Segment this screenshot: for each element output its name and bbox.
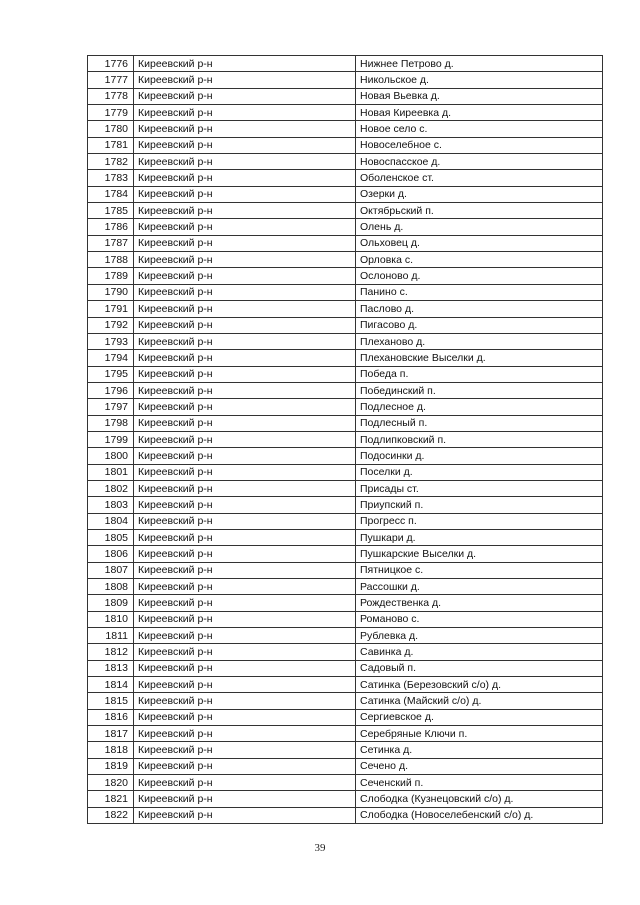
table-row	[88, 464, 603, 480]
settlement-cell: Рассошки д.	[356, 579, 603, 595]
district-cell: Киреевский р-н	[134, 628, 356, 644]
district-cell: Киреевский р-н	[134, 399, 356, 415]
row-number-cell: 1802	[88, 480, 134, 496]
table-row	[88, 758, 603, 774]
row-number-cell: 1814	[88, 677, 134, 693]
district-cell: Киреевский р-н	[134, 317, 356, 333]
table-row	[88, 480, 603, 496]
settlement-cell: Паслово д.	[356, 301, 603, 317]
district-cell: Киреевский р-н	[134, 546, 356, 562]
settlement-cell: Новоспасское д.	[356, 154, 603, 170]
settlement-cell: Подлипковский п.	[356, 431, 603, 447]
settlement-cell: Пятницкое с.	[356, 562, 603, 578]
settlement-cell: Сатинка (Березовский с/о) д.	[356, 677, 603, 693]
settlement-cell: Побединский п.	[356, 382, 603, 398]
settlement-cell: Плеханово д.	[356, 333, 603, 349]
row-number-cell: 1804	[88, 513, 134, 529]
settlement-cell: Сечено д.	[356, 758, 603, 774]
table-row	[88, 154, 603, 170]
row-number-cell: 1785	[88, 203, 134, 219]
settlement-cell: Пушкари д.	[356, 529, 603, 545]
settlement-cell: Ослоново д.	[356, 268, 603, 284]
row-number-cell: 1808	[88, 579, 134, 595]
district-cell: Киреевский р-н	[134, 382, 356, 398]
district-cell: Киреевский р-н	[134, 660, 356, 676]
table-row	[88, 56, 603, 72]
row-number-cell: 1783	[88, 170, 134, 186]
settlement-cell: Новая Киреевка д.	[356, 105, 603, 121]
row-number-cell: 1815	[88, 693, 134, 709]
table-row	[88, 709, 603, 725]
row-number-cell: 1819	[88, 758, 134, 774]
row-number-cell: 1797	[88, 399, 134, 415]
district-cell: Киреевский р-н	[134, 807, 356, 823]
district-cell: Киреевский р-н	[134, 562, 356, 578]
district-cell: Киреевский р-н	[134, 497, 356, 513]
district-cell: Киреевский р-н	[134, 448, 356, 464]
settlement-cell: Победа п.	[356, 366, 603, 382]
table-row	[88, 121, 603, 137]
district-cell: Киреевский р-н	[134, 219, 356, 235]
table-row	[88, 186, 603, 202]
settlement-cell: Рождественка д.	[356, 595, 603, 611]
table-row	[88, 448, 603, 464]
row-number-cell: 1781	[88, 137, 134, 153]
settlement-cell: Орловка с.	[356, 252, 603, 268]
district-cell: Киреевский р-н	[134, 301, 356, 317]
row-number-cell: 1809	[88, 595, 134, 611]
settlement-cell: Пушкарские Выселки д.	[356, 546, 603, 562]
settlement-cell: Плехановские Выселки д.	[356, 350, 603, 366]
district-cell: Киреевский р-н	[134, 644, 356, 660]
district-cell: Киреевский р-н	[134, 137, 356, 153]
row-number-cell: 1784	[88, 186, 134, 202]
table-row	[88, 284, 603, 300]
settlement-cell: Серебряные Ключи п.	[356, 726, 603, 742]
district-cell: Киреевский р-н	[134, 595, 356, 611]
row-number-cell: 1812	[88, 644, 134, 660]
table-row	[88, 742, 603, 758]
settlement-cell: Новая Вьевка д.	[356, 88, 603, 104]
row-number-cell: 1790	[88, 284, 134, 300]
table-row	[88, 791, 603, 807]
district-cell: Киреевский р-н	[134, 235, 356, 251]
table-row	[88, 88, 603, 104]
row-number-cell: 1813	[88, 660, 134, 676]
district-cell: Киреевский р-н	[134, 726, 356, 742]
table-row	[88, 317, 603, 333]
settlement-cell: Октябрьский п.	[356, 203, 603, 219]
district-cell: Киреевский р-н	[134, 105, 356, 121]
row-number-cell: 1779	[88, 105, 134, 121]
table-row	[88, 203, 603, 219]
table-row	[88, 382, 603, 398]
settlement-cell: Подлесное д.	[356, 399, 603, 415]
row-number-cell: 1793	[88, 333, 134, 349]
table-row	[88, 628, 603, 644]
row-number-cell: 1798	[88, 415, 134, 431]
table-row	[88, 415, 603, 431]
settlement-cell: Садовый п.	[356, 660, 603, 676]
district-cell: Киреевский р-н	[134, 252, 356, 268]
table-row	[88, 611, 603, 627]
settlement-cell: Прогресс п.	[356, 513, 603, 529]
district-cell: Киреевский р-н	[134, 88, 356, 104]
table-row	[88, 350, 603, 366]
table-row	[88, 660, 603, 676]
table-row	[88, 775, 603, 791]
district-cell: Киреевский р-н	[134, 611, 356, 627]
row-number-cell: 1796	[88, 382, 134, 398]
row-number-cell: 1820	[88, 775, 134, 791]
row-number-cell: 1821	[88, 791, 134, 807]
settlement-cell: Романово с.	[356, 611, 603, 627]
district-cell: Киреевский р-н	[134, 758, 356, 774]
row-number-cell: 1795	[88, 366, 134, 382]
table-body	[88, 56, 603, 824]
settlements-table	[87, 55, 603, 824]
settlement-cell: Ольховец д.	[356, 235, 603, 251]
district-cell: Киреевский р-н	[134, 203, 356, 219]
row-number-cell: 1817	[88, 726, 134, 742]
settlement-cell: Поселки д.	[356, 464, 603, 480]
settlement-cell: Озерки д.	[356, 186, 603, 202]
row-number-cell: 1787	[88, 235, 134, 251]
row-number-cell: 1806	[88, 546, 134, 562]
settlement-cell: Олень д.	[356, 219, 603, 235]
row-number-cell: 1799	[88, 431, 134, 447]
row-number-cell: 1807	[88, 562, 134, 578]
settlement-cell: Пигасово д.	[356, 317, 603, 333]
row-number-cell: 1822	[88, 807, 134, 823]
district-cell: Киреевский р-н	[134, 154, 356, 170]
district-cell: Киреевский р-н	[134, 480, 356, 496]
district-cell: Киреевский р-н	[134, 350, 356, 366]
district-cell: Киреевский р-н	[134, 121, 356, 137]
district-cell: Киреевский р-н	[134, 693, 356, 709]
settlement-cell: Подлесный п.	[356, 415, 603, 431]
settlement-cell: Сатинка (Майский с/о) д.	[356, 693, 603, 709]
district-cell: Киреевский р-н	[134, 677, 356, 693]
table-row	[88, 235, 603, 251]
district-cell: Киреевский р-н	[134, 775, 356, 791]
table-row	[88, 301, 603, 317]
table-row	[88, 595, 603, 611]
row-number-cell: 1810	[88, 611, 134, 627]
settlement-cell: Слободка (Новоселебенский с/о) д.	[356, 807, 603, 823]
table-row	[88, 579, 603, 595]
settlement-cell: Оболенское ст.	[356, 170, 603, 186]
district-cell: Киреевский р-н	[134, 333, 356, 349]
settlement-cell: Рублевка д.	[356, 628, 603, 644]
district-cell: Киреевский р-н	[134, 709, 356, 725]
table-row	[88, 546, 603, 562]
page-number: 39	[314, 842, 326, 854]
table-row	[88, 693, 603, 709]
table-row	[88, 513, 603, 529]
settlement-cell: Слободка (Кузнецовский с/о) д.	[356, 791, 603, 807]
settlement-cell: Подосинки д.	[356, 448, 603, 464]
table-row	[88, 72, 603, 88]
table-row	[88, 268, 603, 284]
table-row	[88, 137, 603, 153]
row-number-cell: 1818	[88, 742, 134, 758]
settlement-cell: Сетинка д.	[356, 742, 603, 758]
district-cell: Киреевский р-н	[134, 72, 356, 88]
district-cell: Киреевский р-н	[134, 366, 356, 382]
district-cell: Киреевский р-н	[134, 791, 356, 807]
table-row	[88, 105, 603, 121]
row-number-cell: 1777	[88, 72, 134, 88]
row-number-cell: 1782	[88, 154, 134, 170]
row-number-cell: 1791	[88, 301, 134, 317]
row-number-cell: 1800	[88, 448, 134, 464]
settlement-cell: Сеченский п.	[356, 775, 603, 791]
table-row	[88, 677, 603, 693]
table-row	[88, 807, 603, 823]
settlement-cell: Новое село с.	[356, 121, 603, 137]
row-number-cell: 1816	[88, 709, 134, 725]
row-number-cell: 1811	[88, 628, 134, 644]
settlement-cell: Нижнее Петрово д.	[356, 56, 603, 72]
settlement-cell: Присады ст.	[356, 480, 603, 496]
table-row	[88, 497, 603, 513]
settlement-cell: Никольское д.	[356, 72, 603, 88]
row-number-cell: 1801	[88, 464, 134, 480]
district-cell: Киреевский р-н	[134, 513, 356, 529]
row-number-cell: 1776	[88, 56, 134, 72]
table-row	[88, 726, 603, 742]
district-cell: Киреевский р-н	[134, 415, 356, 431]
row-number-cell: 1780	[88, 121, 134, 137]
row-number-cell: 1789	[88, 268, 134, 284]
district-cell: Киреевский р-н	[134, 268, 356, 284]
district-cell: Киреевский р-н	[134, 170, 356, 186]
table-row	[88, 529, 603, 545]
district-cell: Киреевский р-н	[134, 284, 356, 300]
settlement-cell: Сергиевское д.	[356, 709, 603, 725]
row-number-cell: 1788	[88, 252, 134, 268]
table-row	[88, 399, 603, 415]
row-number-cell: 1792	[88, 317, 134, 333]
settlement-cell: Савинка д.	[356, 644, 603, 660]
settlement-cell: Панино с.	[356, 284, 603, 300]
table-row	[88, 252, 603, 268]
table-row	[88, 219, 603, 235]
table-row	[88, 366, 603, 382]
district-cell: Киреевский р-н	[134, 186, 356, 202]
district-cell: Киреевский р-н	[134, 464, 356, 480]
district-cell: Киреевский р-н	[134, 529, 356, 545]
settlement-cell: Приупский п.	[356, 497, 603, 513]
row-number-cell: 1786	[88, 219, 134, 235]
district-cell: Киреевский р-н	[134, 431, 356, 447]
row-number-cell: 1805	[88, 529, 134, 545]
district-cell: Киреевский р-н	[134, 579, 356, 595]
table-row	[88, 333, 603, 349]
row-number-cell: 1794	[88, 350, 134, 366]
district-cell: Киреевский р-н	[134, 742, 356, 758]
row-number-cell: 1803	[88, 497, 134, 513]
table-row	[88, 562, 603, 578]
table-row	[88, 644, 603, 660]
district-cell: Киреевский р-н	[134, 56, 356, 72]
table-row	[88, 170, 603, 186]
settlement-cell: Новоселебное с.	[356, 137, 603, 153]
row-number-cell: 1778	[88, 88, 134, 104]
table-row	[88, 431, 603, 447]
